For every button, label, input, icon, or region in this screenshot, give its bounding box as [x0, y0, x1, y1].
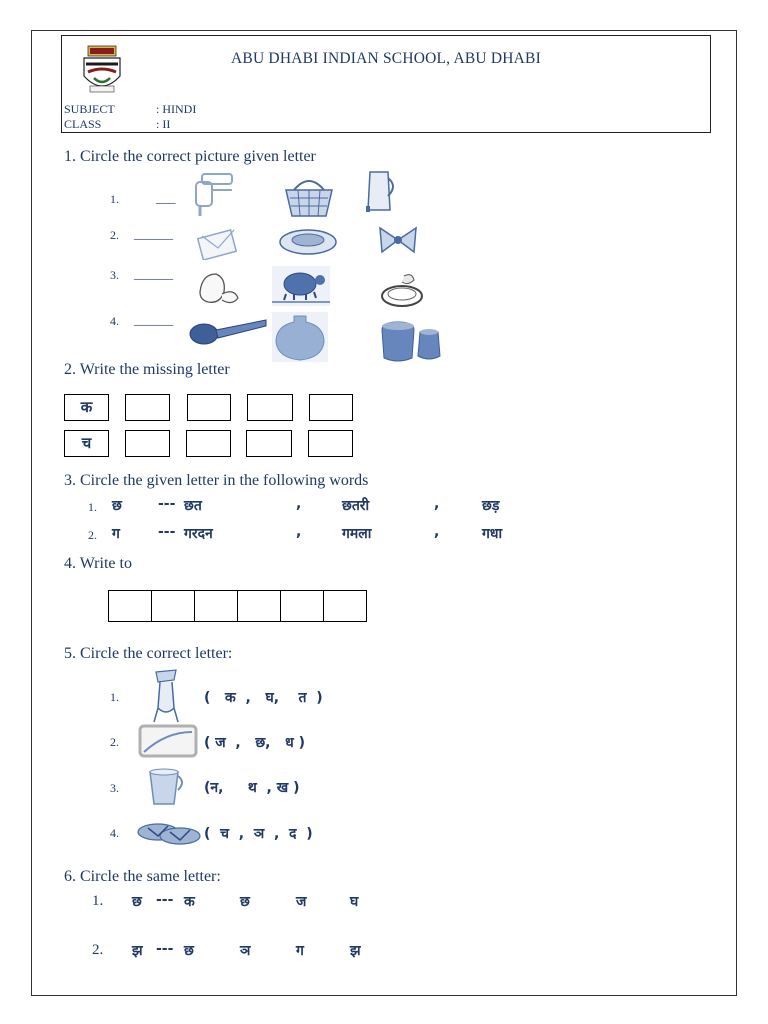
bow-picture[interactable]: [376, 222, 420, 260]
q2-row-1-blank-box[interactable]: [125, 394, 170, 421]
q5-row-2-number: 2.: [110, 735, 119, 749]
q2-row-1-blank-box[interactable]: [309, 394, 353, 421]
question-5-title: 5. Circle the correct letter:: [64, 645, 233, 662]
header-box: [61, 35, 711, 133]
onion-picture[interactable]: [194, 270, 242, 308]
question-4-title: 4. Write to: [64, 555, 132, 572]
q3-row-1-word-1[interactable]: छत: [184, 498, 202, 514]
q1-row-3-blank[interactable]: ______: [134, 266, 173, 281]
question-2-title: 2. Write the missing letter: [64, 361, 230, 378]
spoon-picture[interactable]: [188, 314, 268, 350]
q6-row-1-option[interactable]: घ: [350, 894, 359, 910]
q4-write-box[interactable]: [237, 590, 281, 622]
q3-row-1-letter: छ: [112, 498, 122, 514]
tortoise-picture[interactable]: [272, 266, 330, 306]
q2-row-2-blank-box[interactable]: [246, 430, 292, 457]
question-3-title: 3. Circle the given letter in the following words: [64, 472, 369, 489]
q1-row-1-blank[interactable]: ___: [156, 190, 176, 205]
q5-row-1-options[interactable]: ( क , घ, त ): [204, 690, 323, 706]
plate-picture[interactable]: [278, 224, 338, 258]
q1-row-4-number: 4.: [110, 314, 119, 328]
q5-row-1-number: 1.: [110, 690, 119, 704]
bangle-picture[interactable]: [378, 270, 428, 310]
q6-row-1-option[interactable]: छ: [240, 894, 250, 910]
subject-label: SUBJECT: [64, 102, 115, 116]
basket-picture[interactable]: [282, 176, 336, 218]
q2-row-2-blank-box[interactable]: [186, 430, 231, 457]
jug-picture[interactable]: [362, 166, 398, 214]
q6-row-1-letter: छ: [132, 894, 142, 910]
bucket-picture[interactable]: [140, 764, 188, 808]
q2-row-2-blank-box[interactable]: [308, 430, 353, 457]
class-label: CLASS: [64, 117, 102, 131]
question-6-title: 6. Circle the same letter:: [64, 868, 221, 885]
envelope-picture[interactable]: [196, 222, 240, 260]
q1-row-2-blank[interactable]: ______: [134, 226, 173, 241]
q2-row-2-blank-box[interactable]: [125, 430, 170, 457]
q5-row-3-number: 3.: [110, 781, 119, 795]
slippers-picture[interactable]: [134, 812, 204, 852]
q6-row-2-letter: झ: [132, 943, 143, 959]
q2-row-1-blank-box[interactable]: [187, 394, 231, 421]
subject-value: : HINDI: [156, 102, 197, 116]
tap-picture[interactable]: [146, 668, 186, 726]
q3-row-2-number: 2.: [88, 528, 97, 542]
q4-write-box[interactable]: [151, 590, 195, 622]
q6-row-1-option[interactable]: क: [184, 894, 195, 910]
pot-picture[interactable]: [272, 312, 328, 362]
q5-row-4-options[interactable]: ( च , ञ , द ): [204, 826, 313, 842]
q4-write-box[interactable]: [108, 590, 152, 622]
q6-row-1-number: 1.: [92, 893, 104, 909]
q6-row-1-dash: ---: [156, 892, 174, 908]
q3-row-1-number: 1.: [88, 500, 97, 514]
q3-row-2-word-3[interactable]: गधा: [482, 526, 503, 542]
q1-row-3-number: 3.: [110, 268, 119, 282]
q3-row-2-comma-1: ,: [296, 524, 302, 540]
q3-row-1-word-3[interactable]: छड़: [482, 498, 500, 514]
q5-row-3-options[interactable]: (न, थ , ख ): [204, 780, 300, 796]
q2-row-1-blank-box[interactable]: [247, 394, 293, 421]
q1-row-1-number: 1.: [110, 192, 119, 206]
school-name: ABU DHABI INDIAN SCHOOL, ABU DHABI: [231, 50, 541, 67]
q6-row-2-option[interactable]: छ: [184, 943, 194, 959]
q3-row-2-dash: ---: [158, 524, 176, 540]
q3-row-1-comma-1: ,: [296, 496, 302, 512]
q3-row-2-word-1[interactable]: गरदन: [184, 526, 213, 542]
q6-row-2-option[interactable]: झ: [350, 943, 361, 959]
q4-write-box[interactable]: [280, 590, 324, 622]
q2-row-2-letter: च: [64, 430, 109, 457]
q5-row-4-number: 4.: [110, 826, 119, 840]
q5-row-2-options[interactable]: ( ज , छ, ध ): [204, 735, 305, 751]
class-value: : II: [156, 117, 171, 131]
q6-row-2-option[interactable]: ग: [296, 943, 304, 959]
q3-row-1-word-2[interactable]: छतरी: [342, 498, 370, 514]
q3-row-2-letter: ग: [112, 526, 120, 542]
question-1-title: 1. Circle the correct picture given letter: [64, 148, 316, 165]
q1-row-4-blank[interactable]: ______: [134, 312, 173, 327]
q3-row-1-comma-2: ,: [434, 496, 440, 512]
q3-row-1-dash: ---: [158, 496, 176, 512]
q3-row-2-word-2[interactable]: गमला: [342, 526, 372, 542]
q4-write-box[interactable]: [194, 590, 238, 622]
q6-row-2-number: 2.: [92, 942, 104, 958]
q6-row-1-option[interactable]: ज: [296, 894, 307, 910]
feather-picture[interactable]: [136, 722, 200, 762]
q6-row-2-dash: ---: [156, 941, 174, 957]
q1-row-2-number: 2.: [110, 228, 119, 242]
tabla-picture[interactable]: [378, 320, 446, 364]
q6-row-2-option[interactable]: ञ: [240, 943, 251, 959]
q4-write-box[interactable]: [323, 590, 367, 622]
q2-row-1-letter: क: [64, 394, 109, 421]
tap-picture[interactable]: [192, 170, 240, 220]
q3-row-2-comma-2: ,: [434, 524, 440, 540]
